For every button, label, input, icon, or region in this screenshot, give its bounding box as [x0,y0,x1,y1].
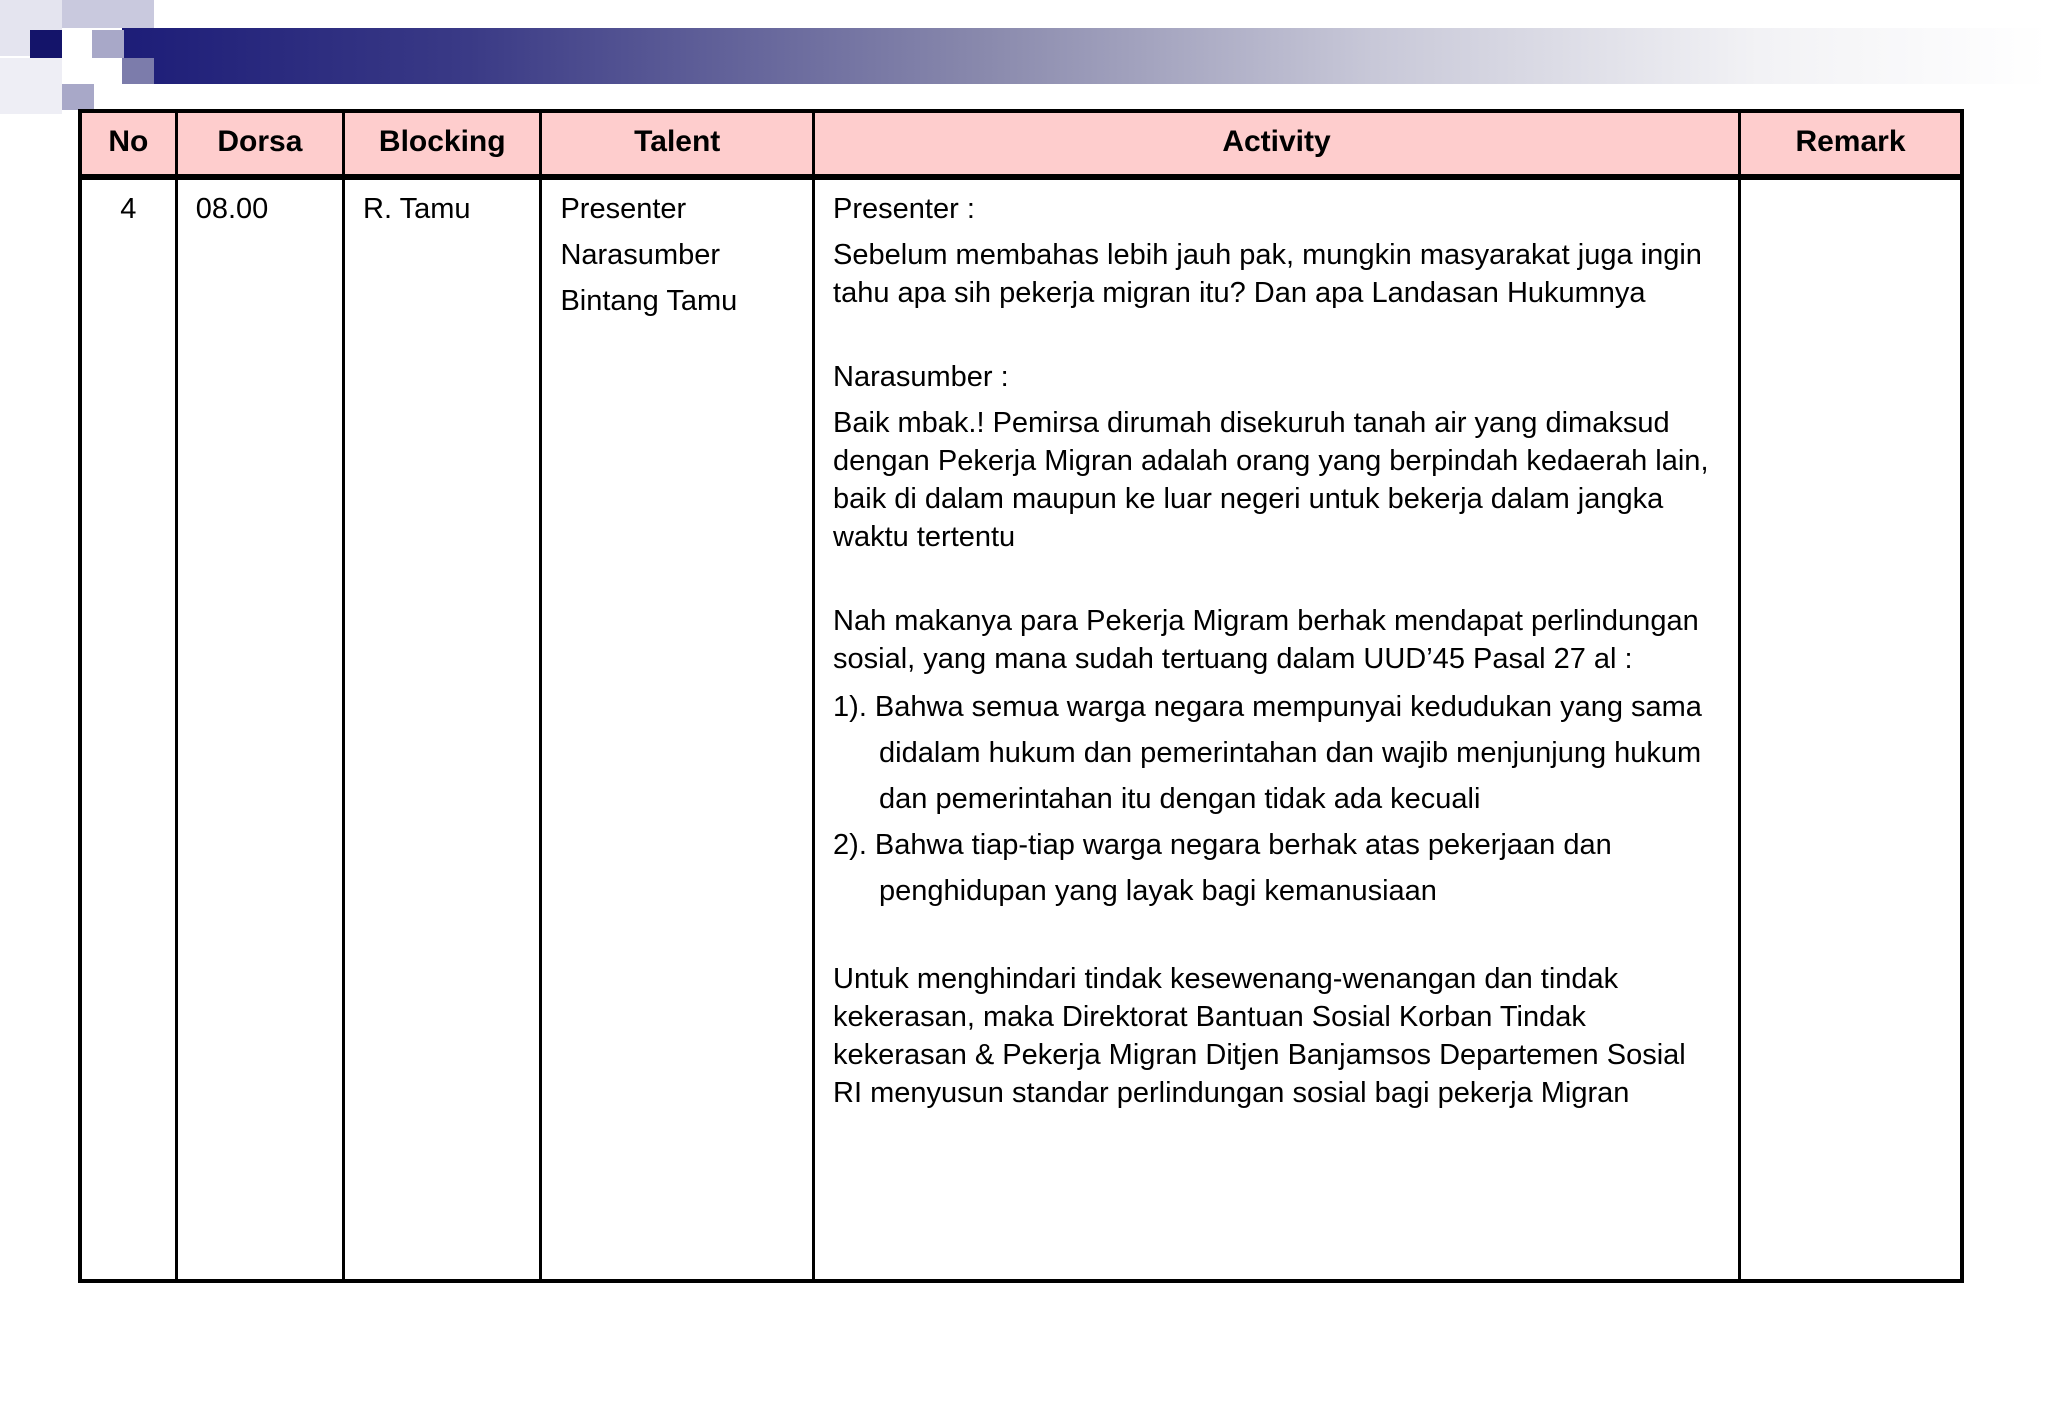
cell-blocking: R. Tamu [344,177,541,1281]
cell-no: 4 [80,177,176,1281]
narasumber-dialogue: Baik mbak.! Pemirsa dirumah disekuruh tanah air yang dimaksud dengan Pekerja Migran adalah orang yang berpindah kedaerah lain, baik di dalam maupun ke luar negeri untuk bekerja dalam jangka waktu tertentu [833,407,1709,553]
narasumber-label: Narasumber : [833,361,1009,393]
deco-square [62,0,154,28]
table-header-row [80,111,1962,177]
cell-talent [541,177,814,1281]
spacer [833,556,1720,602]
cell-remark [1739,177,1962,1281]
gradient-banner [122,28,2048,84]
cell-activity [814,177,1740,1281]
deco-square [62,84,94,110]
table-row [80,177,1962,1281]
deco-square [0,58,62,114]
talent-item: Narasumber [560,239,721,271]
header-dorsa: Dorsa [176,111,343,177]
header-activity: Activity [814,111,1740,177]
list-item: 2). Bahwa tiap-tiap warga negara berhak atas pekerjaan dan penghidupan yang layak bagi kemanusiaan [833,829,1612,907]
spacer [833,312,1720,358]
law-points-list [833,684,1720,914]
deco-square [92,30,124,58]
rundown-table [78,109,1964,1283]
spacer [833,914,1720,960]
presenter-dialogue: Sebelum membahas lebih jauh pak, mungkin masyarakat juga ingin tahu apa sih pekerja migran itu? Dan apa Landasan Hukumnya [833,239,1702,309]
header-blocking: Blocking [344,111,541,177]
deco-square [122,58,154,84]
header-no: No [80,111,176,177]
list-item: 1). Bahwa semua warga negara mempunyai kedudukan yang sama didalam hukum dan pemerintahan dan wajib menjunjung hukum dan pemerintahan itu dengan tidak ada kecuali [833,691,1702,815]
header-talent: Talent [541,111,814,177]
talent-item: Bintang Tamu [560,285,738,317]
cell-dorsa: 08.00 [176,177,343,1281]
presenter-label: Presenter : [833,193,975,225]
closing-paragraph: Untuk menghindari tindak kesewenang-wenangan dan tindak kekerasan, maka Direktorat Bantuan Sosial Korban Tindak kekerasan & Pekerja Migran Ditjen Banjamsos Departemen Sosial RI menyusun standar perlindungan sosial bagi pekerja Migran [833,963,1686,1109]
header-remark: Remark [1739,111,1962,177]
talent-item: Presenter [560,193,687,225]
law-intro: Nah makanya para Pekerja Migram berhak mendapat perlindungan sosial, yang mana sudah tertuang dalam UUD’45 Pasal 27 al : [833,605,1699,675]
deco-square [30,30,62,58]
